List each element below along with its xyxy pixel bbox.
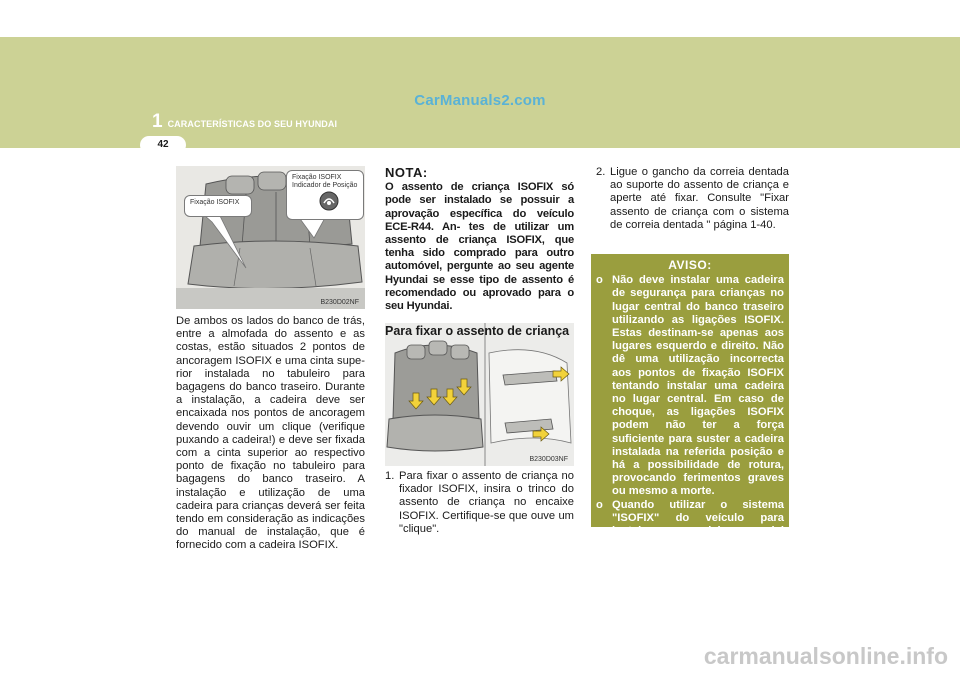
footer-watermark[interactable]: carmanualsonline.info [703,643,948,669]
site-watermark[interactable]: CarManuals2.com [414,92,546,109]
chapter-title: CARACTERÍSTICAS DO SEU HYUNDAI [167,119,338,129]
step-2-number: 2. [596,166,606,178]
chapter-number: 1 [152,111,163,132]
figure-isofix-anchors [385,323,574,466]
section-heading: Para fixar o assento de criança [385,324,570,339]
note-body: O assento de criança ISOFIX só pode ser instalado se possuir a aprovação específica do veículo ECE-R44. An- tes de utilizar um assento de criança ISOFIX, que tenha sido comprado para outro automóvel, pergunte ao seu agente Hyundai se esse tipo de assento é recomendado ou aprovado para o seu Hyundai. [385,181,574,313]
callout-isofix-right-label: Fixação ISOFIX [292,174,342,181]
warning-title: AVISO: [668,258,712,272]
bullet: o [596,274,603,287]
warning-item [596,499,784,552]
step-1-number: 1. [385,470,395,482]
isofix-description: De ambos os lados do banco de trás, entre a almofada do assento e as costas, estão situados 2 pontos de ancoragem ISOFIX e uma cinta supe- rior instalada no tabuleiro para bagagens do banco traseiro. Durante a instalação, a cadeira deve ser encaixada nos pontos de ancoragem devendo ouvir um clique (verifique puxando a cadeira!) e deve ser fixada com a cinta superior ao respectivo ponto de fixação no tabuleiro para bagagens do banco traseiro. A instalação e utilização de uma cadeira para crianças deverá ser feita tendo em consideração as indicações do manual de instalação, que é fornecido com a cadeira ISOFIX. [176,315,365,552]
warning-item-text: Quando utilizar o sistema "ISOFIX" do veículo para instalar uma cadeira especial para crianças no banco de trás, [612,498,784,551]
column-middle [385,166,574,338]
callout-isofix-left-label: Fixação ISOFIX [190,199,240,206]
figure-rear-seat-isofix [176,166,365,309]
bullet: o [596,498,603,511]
isofix-symbol-icon [319,191,339,211]
step-1-text: Para fixar o assento de criança no fixador ISOFIX, insira o trinco do assento de criança no encaixe ISOFIX. Certifique-se que ouve um "clique". [399,470,574,535]
arrow-indicator-icon [385,323,574,466]
callout-isofix-left [184,195,252,217]
page-number: 42 [140,136,186,154]
callout-position-indicator-label: Indicador de Posição [292,182,358,190]
step-1 [385,470,574,536]
warning-box [591,254,789,551]
callout-isofix-right [286,170,364,220]
warning-item [596,274,784,498]
column-left [176,315,365,553]
note-title: NOTA: [385,165,428,180]
warning-item-text: Não deve instalar uma cadeira de segurança para crianças no lugar central do banco traseiro utilizando as ligações ISOFIX. Estas destinam-se apenas aos lugares esquerdo e direito. Não dê uma utilização incorrecta aos pontos de fixação ISOFIX tentando instalar uma cadeira no lugar central. Em caso de choque, as ligações ISOFIX podem não ter a força suficiente para suster a cadeira instalada na referida posição e há a possibilidade de rotura, provocando ferimentos graves ou mesmo a morte. [612,274,784,498]
step-2-text: Ligue o gancho da correia dentada ao suporte do assento de criança e aperte até fixar. Consulte "Fixar assento de criança com o sistema de correia dentada " página 1-40. [610,166,789,231]
figure-code: B230D03NF [529,456,568,463]
step-2 [596,166,789,232]
figure-code: B230D02NF [320,299,359,306]
chapter-heading [152,111,337,133]
